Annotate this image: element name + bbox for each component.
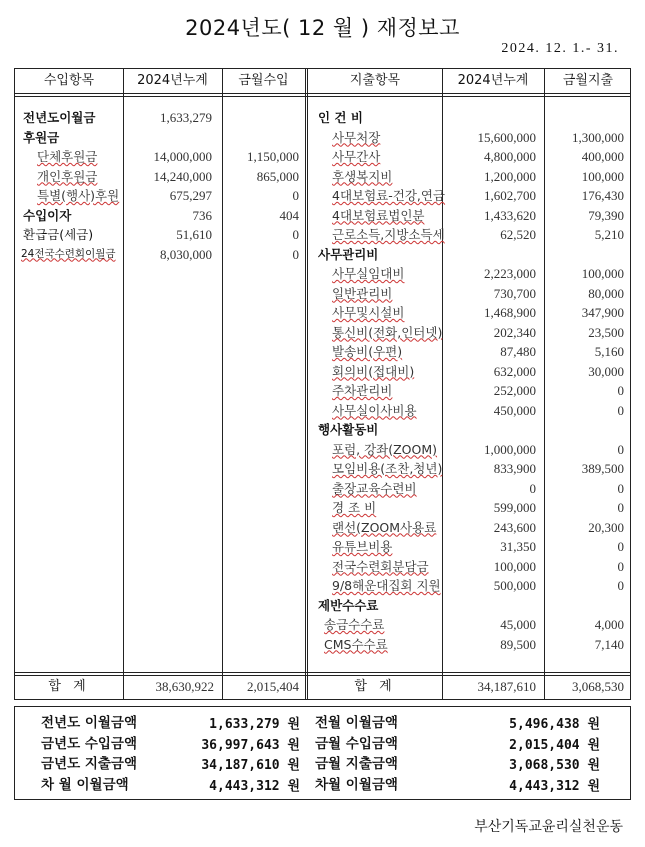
income-row bbox=[15, 128, 305, 148]
summary-right-label: 전월 이월금액 bbox=[315, 715, 398, 731]
expense-item-ytd: 730,700 bbox=[493, 285, 536, 301]
summary-right-amount: 4,443,312 원 bbox=[509, 778, 600, 794]
expense-item-month: 0 bbox=[617, 578, 624, 593]
expense-item-month: 100,000 bbox=[581, 168, 624, 184]
expense-row bbox=[308, 323, 632, 343]
report-title: 2024년도( 12 월 ) 재정보고 bbox=[185, 16, 460, 40]
expense-item-name: 포럼, 강좌(ZOOM) bbox=[332, 441, 438, 457]
expense-item-ytd: 0 bbox=[529, 480, 536, 496]
expense-item-ytd: 1,433,620 bbox=[484, 207, 536, 223]
ledger-table bbox=[14, 68, 631, 700]
expense-item-ytd: 450,000 bbox=[493, 402, 536, 418]
summary-left-amount: 4,443,312 원 bbox=[209, 778, 300, 794]
expense-row bbox=[308, 596, 632, 616]
summary-right-label: 차월 이월금액 bbox=[315, 776, 398, 793]
expense-item-month: 100,000 bbox=[581, 266, 624, 281]
income-item-month: 0 bbox=[292, 227, 299, 242]
summary-right-label: 금월 수입금액 bbox=[315, 735, 398, 752]
expense-row bbox=[308, 537, 632, 557]
expense-item-month: 20,300 bbox=[588, 519, 624, 535]
income-item-name: 개인후원금 bbox=[37, 168, 98, 184]
expense-item-ytd: 252,000 bbox=[493, 383, 536, 398]
income-row bbox=[15, 206, 305, 226]
expense-item-name: 일반관리비 bbox=[332, 285, 393, 301]
expense-item-ytd: 15,600,000 bbox=[477, 129, 536, 145]
expense-item-month: 389,500 bbox=[581, 461, 624, 476]
expense-item-ytd: 4,800,000 bbox=[484, 149, 536, 164]
expense-item-name: 후생복지비 bbox=[332, 168, 393, 184]
expense-item-ytd: 45,000 bbox=[500, 617, 536, 632]
income-item-ytd: 675,297 bbox=[169, 188, 212, 203]
expense-item-month: 0 bbox=[617, 480, 624, 496]
expense-item-month: 0 bbox=[617, 402, 624, 418]
expense-item-month: 400,000 bbox=[581, 149, 624, 164]
expense-row bbox=[308, 615, 632, 635]
expense-item-month: 7,140 bbox=[594, 636, 624, 652]
expense-total-label: 합 계 bbox=[354, 679, 396, 694]
expense-row bbox=[308, 342, 632, 362]
summary-right-amount: 2,015,404 원 bbox=[509, 737, 600, 753]
expense-item-month: 5,160 bbox=[594, 344, 624, 359]
expense-item-name: 9/8해운대집회 지원 bbox=[332, 578, 441, 593]
expense-row bbox=[308, 635, 632, 655]
income-item-name: 전년도이월금 bbox=[23, 110, 96, 125]
expense-row bbox=[308, 206, 632, 226]
income-total-month: 2,015,404 bbox=[247, 679, 299, 694]
income-item-name: 수입이자 bbox=[23, 207, 72, 223]
income-item-ytd: 8,030,000 bbox=[160, 246, 212, 262]
expense-row bbox=[308, 284, 632, 304]
summary-left-amount: 34,187,610 원 bbox=[201, 758, 300, 773]
income-item-month: 0 bbox=[292, 188, 299, 203]
expense-item-ytd: 2,223,000 bbox=[484, 266, 536, 281]
expense-item-ytd: 1,468,900 bbox=[484, 305, 536, 320]
header-expense-ytd: 2024년누계 bbox=[457, 73, 529, 88]
expense-row bbox=[308, 557, 632, 577]
income-item-ytd: 51,610 bbox=[176, 227, 212, 242]
expense-item-month: 0 bbox=[617, 500, 624, 515]
expense-row bbox=[308, 186, 632, 206]
expense-item-ytd: 833,900 bbox=[493, 461, 536, 476]
expense-item-month: 176,430 bbox=[581, 188, 624, 203]
expense-item-ytd: 202,340 bbox=[493, 324, 536, 340]
expense-row bbox=[308, 381, 632, 401]
expense-item-name: 인 건 비 bbox=[318, 110, 363, 125]
expense-row bbox=[308, 167, 632, 187]
summary-left-label: 금년도 수입금액 bbox=[41, 735, 137, 752]
expense-item-ytd: 1,602,700 bbox=[484, 188, 536, 203]
expense-row bbox=[308, 245, 632, 265]
expense-item-ytd: 243,600 bbox=[493, 519, 536, 535]
expense-total-month: 3,068,530 bbox=[572, 679, 624, 694]
expense-item-ytd: 599,000 bbox=[493, 500, 536, 515]
expense-item-month: 0 bbox=[617, 441, 624, 457]
expense-item-name: 통신비(전화,인터넷) bbox=[332, 324, 443, 340]
summary-left-amount: 1,633,279 원 bbox=[209, 717, 300, 732]
expense-item-name: 출장교육수련비 bbox=[332, 480, 417, 496]
expense-item-name: 사무실이사비용 bbox=[332, 402, 417, 418]
expense-item-name: 4대보험료법인분 bbox=[332, 207, 425, 223]
expense-row bbox=[308, 108, 632, 128]
income-total-ytd: 38,630,922 bbox=[155, 679, 214, 694]
expense-item-month: 5,210 bbox=[594, 227, 624, 242]
income-item-ytd: 14,240,000 bbox=[153, 168, 212, 184]
expense-item-ytd: 100,000 bbox=[493, 558, 536, 574]
income-item-ytd: 1,633,279 bbox=[160, 110, 212, 125]
expense-row bbox=[308, 420, 632, 440]
expense-item-ytd: 89,500 bbox=[500, 636, 536, 652]
expense-row bbox=[308, 264, 632, 284]
summary-right-amount: 5,496,438 원 bbox=[509, 717, 600, 732]
income-item-month: 865,000 bbox=[256, 168, 299, 184]
expense-item-month: 347,900 bbox=[581, 305, 624, 320]
income-item-name: 환급금(세금) bbox=[23, 227, 94, 242]
expense-item-name: 송금수수료 bbox=[324, 617, 385, 632]
summary-left-label: 차 월 이월금액 bbox=[41, 776, 129, 793]
income-item-name: 특별(행사)후원 bbox=[37, 188, 120, 203]
expense-item-month: 23,500 bbox=[588, 324, 624, 340]
summary-left-amount: 36,997,643 원 bbox=[201, 737, 300, 753]
expense-row bbox=[308, 498, 632, 518]
expense-item-month: 0 bbox=[617, 383, 624, 398]
expense-item-name: 경 조 비 bbox=[332, 500, 377, 515]
income-item-month: 1,150,000 bbox=[247, 149, 299, 164]
expense-item-month: 79,390 bbox=[588, 207, 624, 223]
expense-row bbox=[308, 440, 632, 460]
expense-item-name: 사무간사 bbox=[332, 149, 381, 164]
expense-item-ytd: 87,480 bbox=[500, 344, 536, 359]
expense-item-ytd: 1,200,000 bbox=[484, 168, 536, 184]
header-income-month: 금월수입 bbox=[238, 73, 289, 88]
summary-right-amount: 3,068,530 원 bbox=[509, 758, 600, 773]
expense-item-month: 1,300,000 bbox=[572, 129, 624, 145]
expense-item-name: 근로소득,지방소득세 bbox=[332, 227, 445, 242]
expense-row bbox=[308, 147, 632, 167]
expense-item-name: 제반수수료 bbox=[318, 597, 379, 613]
expense-item-name: 발송비(우편) bbox=[332, 344, 403, 359]
expense-item-month: 30,000 bbox=[588, 363, 624, 379]
header-rule bbox=[15, 93, 630, 94]
expense-item-ytd: 62,520 bbox=[500, 227, 536, 242]
header-income-item: 수입항목 bbox=[43, 73, 95, 88]
income-item-name: 단체후원금 bbox=[37, 149, 98, 164]
income-item-ytd: 736 bbox=[192, 207, 212, 223]
organization-name: 부산기독교윤리실천운동 bbox=[474, 819, 623, 835]
expense-row bbox=[308, 225, 632, 245]
expense-item-name: 행사활동비 bbox=[318, 422, 379, 437]
expense-item-name: 전국수련회분담금 bbox=[332, 558, 429, 574]
income-row bbox=[15, 108, 305, 128]
expense-item-month: 0 bbox=[617, 558, 624, 574]
expense-item-name: 4대보험료-건강,연금 bbox=[332, 188, 446, 203]
header-expense-item: 지출항목 bbox=[349, 73, 401, 88]
expense-item-name: 유튜브비용 bbox=[332, 539, 393, 554]
expense-item-ytd: 500,000 bbox=[493, 578, 536, 593]
expense-item-name: 사무실임대비 bbox=[332, 266, 405, 281]
summary-left-label: 금년도 지출금액 bbox=[41, 756, 137, 772]
expense-item-name: 회의비(접대비) bbox=[332, 363, 415, 379]
expense-item-ytd: 1,000,000 bbox=[484, 441, 536, 457]
expense-item-name: 랜선(ZOOM사용료 bbox=[332, 519, 437, 535]
expense-row bbox=[308, 128, 632, 148]
total-rule bbox=[15, 672, 630, 673]
income-item-month: 404 bbox=[279, 207, 299, 223]
expense-row bbox=[308, 518, 632, 538]
summary-left-label: 전년도 이월금액 bbox=[41, 715, 137, 731]
header-rule bbox=[15, 96, 630, 97]
expense-row bbox=[308, 303, 632, 323]
expense-item-name: 주차관리비 bbox=[332, 383, 393, 398]
report-period: 2024. 12. 1.- 31. bbox=[501, 41, 619, 56]
income-item-month: 0 bbox=[292, 246, 299, 262]
expense-item-name: 사무처장 bbox=[332, 129, 381, 145]
expense-row bbox=[308, 479, 632, 499]
income-item-name: 후원금 bbox=[23, 129, 60, 145]
expense-row bbox=[308, 576, 632, 596]
income-row bbox=[15, 245, 305, 265]
expense-item-month: 80,000 bbox=[588, 285, 624, 301]
summary-box bbox=[14, 706, 631, 800]
income-row bbox=[15, 225, 305, 245]
summary-right-label: 금월 지출금액 bbox=[315, 756, 398, 772]
expense-item-name: CMS수수료 bbox=[324, 636, 388, 652]
expense-item-ytd: 31,350 bbox=[500, 539, 536, 554]
expense-row bbox=[308, 401, 632, 421]
expense-row bbox=[308, 459, 632, 479]
expense-total-ytd: 34,187,610 bbox=[477, 679, 536, 694]
expense-item-month: 0 bbox=[617, 539, 624, 554]
expense-row bbox=[308, 362, 632, 382]
expense-item-month: 4,000 bbox=[594, 617, 624, 632]
income-total-label: 합 계 bbox=[48, 679, 90, 694]
expense-item-ytd: 632,000 bbox=[493, 363, 536, 379]
header-expense-month: 금월지출 bbox=[562, 73, 614, 88]
expense-item-name: 사무관리비 bbox=[318, 246, 379, 262]
income-row bbox=[15, 186, 305, 206]
expense-item-name: 사무및시설비 bbox=[332, 305, 405, 320]
income-row bbox=[15, 147, 305, 167]
income-row bbox=[15, 167, 305, 187]
income-item-name: 24전국수련회이월금 bbox=[21, 247, 116, 260]
header-income-ytd: 2024년누계 bbox=[137, 73, 208, 88]
income-item-ytd: 14,000,000 bbox=[153, 149, 212, 164]
expense-item-name: 모임비용(조찬,청년) bbox=[332, 461, 443, 476]
